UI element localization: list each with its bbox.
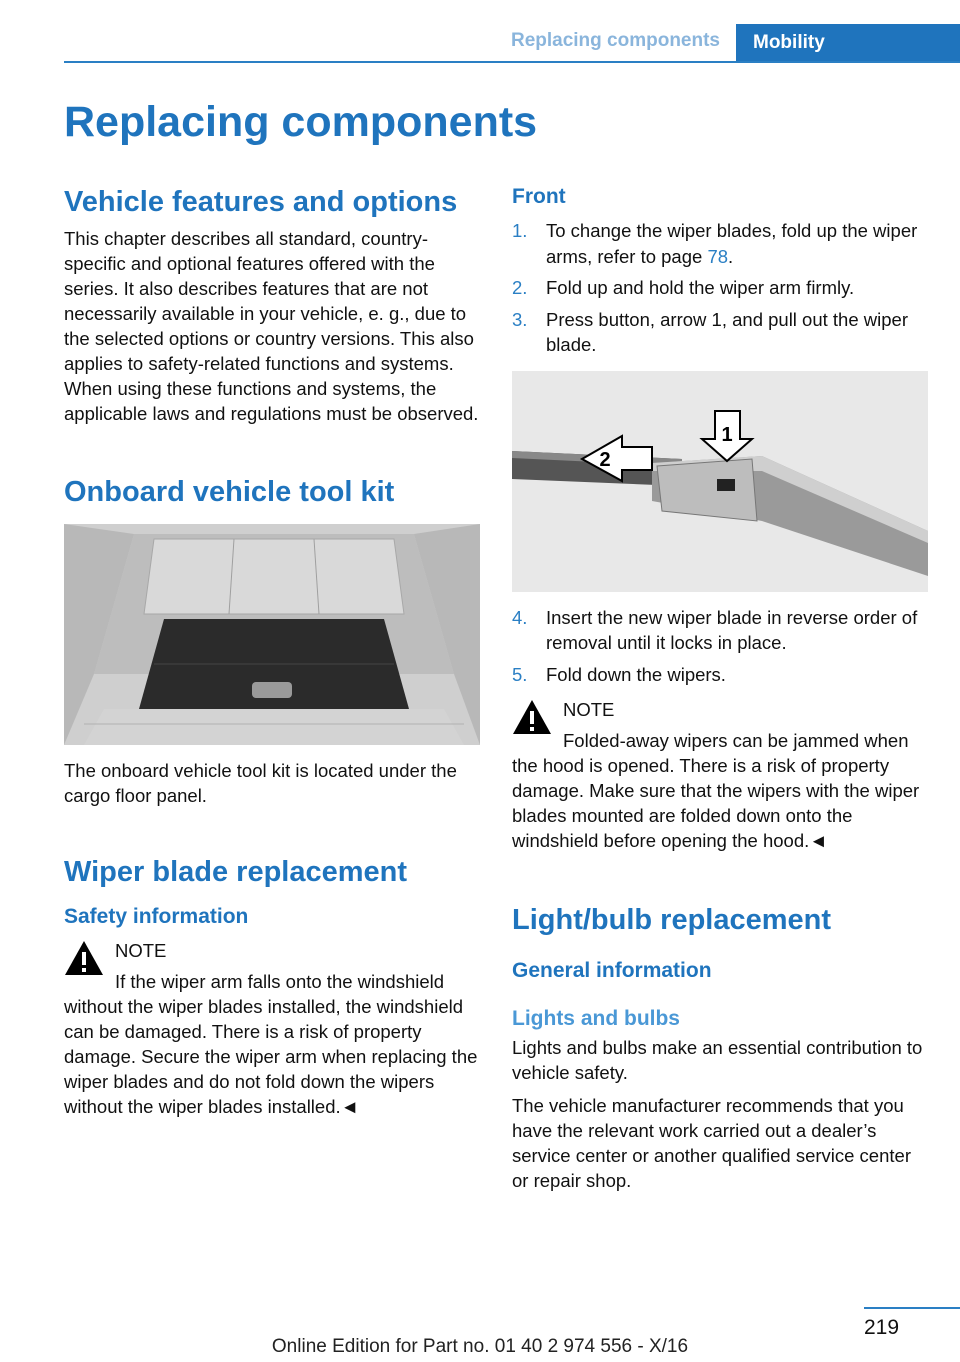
step-number: 1.: [512, 220, 528, 241]
page-link[interactable]: 78: [707, 245, 729, 267]
cargo-area-image: [64, 524, 480, 745]
step-number: 2.: [512, 277, 528, 298]
arrow2-label: 2: [599, 448, 611, 471]
lights-text-1: Lights and bulbs make an essential contribution to vehicle safety.: [512, 1037, 923, 1083]
note-label: NOTE: [563, 699, 615, 720]
lights-text-2: The vehicle manufacturer recommends that you have the relevant work carried out a dealer’s service center or another qualified service center or repair shop.: [512, 1095, 911, 1191]
list-item: [512, 275, 928, 301]
step-number: 5.: [512, 663, 528, 685]
left-column: [64, 183, 480, 1119]
list-item: [512, 662, 928, 688]
steps-list: [512, 218, 928, 358]
warning-icon: [512, 699, 552, 735]
step-text: To change the wiper blades, fold up the wiper arms, refer to page: [546, 220, 918, 267]
note-text: If the wiper arm falls onto the windshield without the wiper blades installed, the windshield can be damaged. There is a risk of property damage. Secure the wiper arm when replacing the wiper blades and do not fold down the wipers without the wiper blades installed.◄: [64, 971, 478, 1117]
light-heading: Light/bulb replacement: [512, 904, 832, 936]
lights-bulbs-heading: Lights and bulbs: [512, 1007, 680, 1030]
front-heading: Front: [512, 185, 566, 208]
header-section-title: Replacing components: [510, 30, 720, 51]
page-title: Replacing components: [64, 98, 538, 146]
general-info-heading: General information: [512, 959, 712, 982]
right-column: [512, 183, 928, 1193]
step-number: 4.: [512, 606, 528, 628]
footer-rule: [864, 1307, 960, 1309]
wiper-heading: Wiper blade replacement: [64, 856, 408, 888]
list-item: [512, 605, 928, 656]
step-number: 3.: [512, 308, 528, 330]
step-text: Fold down the wipers.: [546, 663, 726, 685]
warning-icon: [64, 940, 104, 976]
header-chapter-tab: Mobility: [736, 24, 960, 62]
step-text: Insert the new wiper blade in reverse order of removal until it locks in place.: [546, 606, 918, 653]
list-item: [512, 307, 928, 358]
safety-info-heading: Safety information: [64, 905, 249, 928]
front-note: [512, 697, 928, 853]
page-number: 219: [864, 1316, 900, 1339]
edition-footer: Online Edition for Part no. 01 40 2 974 556 - X/16: [271, 1336, 689, 1357]
note-label: NOTE: [115, 940, 167, 961]
toolkit-text: The onboard vehicle tool kit is located under the cargo floor panel.: [64, 760, 457, 806]
note-text: Folded-away wipers can be jammed when the hood is opened. There is a risk of property damage. Make sure that the wipers with the wiper blades mounted are folded down onto the windshield before opening the hood.◄: [512, 730, 920, 851]
steps-list-2: [512, 605, 928, 688]
toolkit-heading: Onboard vehicle tool kit: [64, 476, 395, 508]
wiper-note: [64, 938, 480, 1119]
header-rule: [64, 61, 960, 63]
wiper-blade-image: [512, 371, 928, 592]
features-heading: Vehicle features and options: [64, 186, 458, 218]
step-text: Fold up and hold the wiper arm firmly.: [546, 277, 855, 298]
step-text-end: .: [728, 245, 734, 267]
arrow1-label: 1: [721, 423, 733, 446]
features-text: This chapter describes all standard, country-specific and optional features offered with the series. It also describes features that are not necessarily available in your vehicle, e. g., due to the selected options or country versions. This also applies to safety-related functions and systems. When using these functions and systems, the applicable laws and regulations must be observed.: [64, 228, 479, 424]
step-text: Press button, arrow 1, and pull out the wiper blade.: [546, 308, 908, 355]
list-item: [512, 218, 928, 269]
